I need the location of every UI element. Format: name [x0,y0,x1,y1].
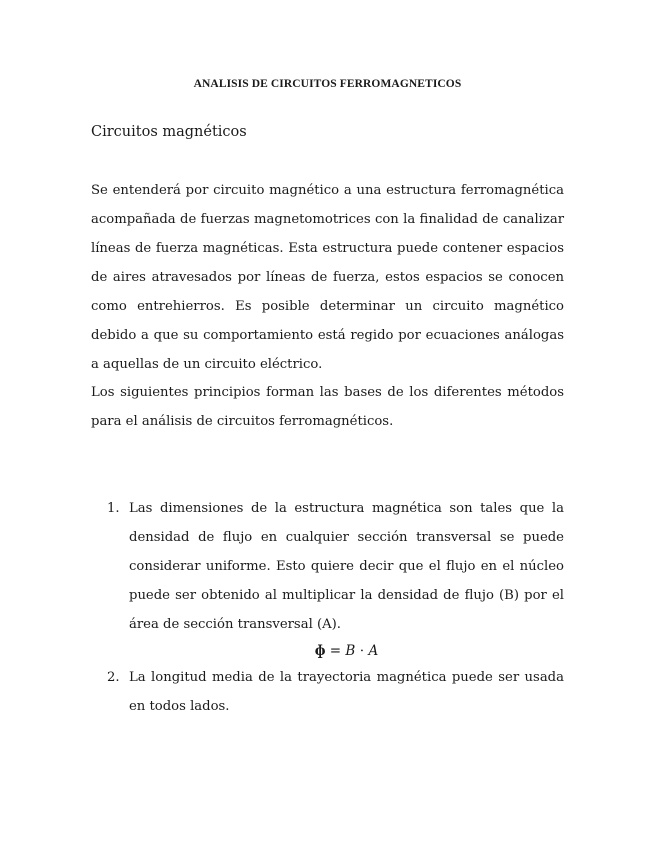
intro-paragraph: Se entenderá por circuito magnético a una estructura ferromagnética acompañada de fuerzas magnetomotrices con la finalidad de canalizar líneas de fuerza magnéticas. Esta estructura puede contener espacios de aires atravesados por líneas de fuerza, estos espacios se conocen como entrehierros. Es posible determinar un circuito magnético debido a que su comportamiento está regido por ecuaciones análogas a aquellas de un circuito eléctrico. [91,183,564,372]
equation-dot: ⋅ [355,643,369,659]
equation-a: A [368,643,379,659]
document-title: ANALISIS DE CIRCUITOS FERROMAGNETICOS [193,78,462,90]
equation-phi: ɸ [314,643,326,659]
list-item [91,663,564,721]
list-item-text: La longitud media de la trayectoria magnética puede ser usada en todos lados. [129,670,564,714]
section-heading: Circuitos magnéticos [91,124,247,140]
list-item-text: Las dimensiones de la estructura magnética son tales que la densidad de flujo en cualquier sección transversal se puede considerar uniforme. Esto quiere decir que el flujo en el núcleo puede ser obtenido al multiplicar la densidad de flujo (B) por el área de sección transversal (A). [129,501,564,632]
list-item [91,494,564,639]
principles-list [91,494,564,721]
equation-b: B [345,643,356,659]
list-item-number: 2. [107,670,120,685]
list-item-number: 1. [107,501,120,516]
equation-equals: = [325,643,346,659]
principles-intro-paragraph: Los siguientes principios forman las bases de los diferentes métodos para el análisis de circuitos ferromagnéticos. [91,385,564,429]
flux-equation [91,639,564,663]
